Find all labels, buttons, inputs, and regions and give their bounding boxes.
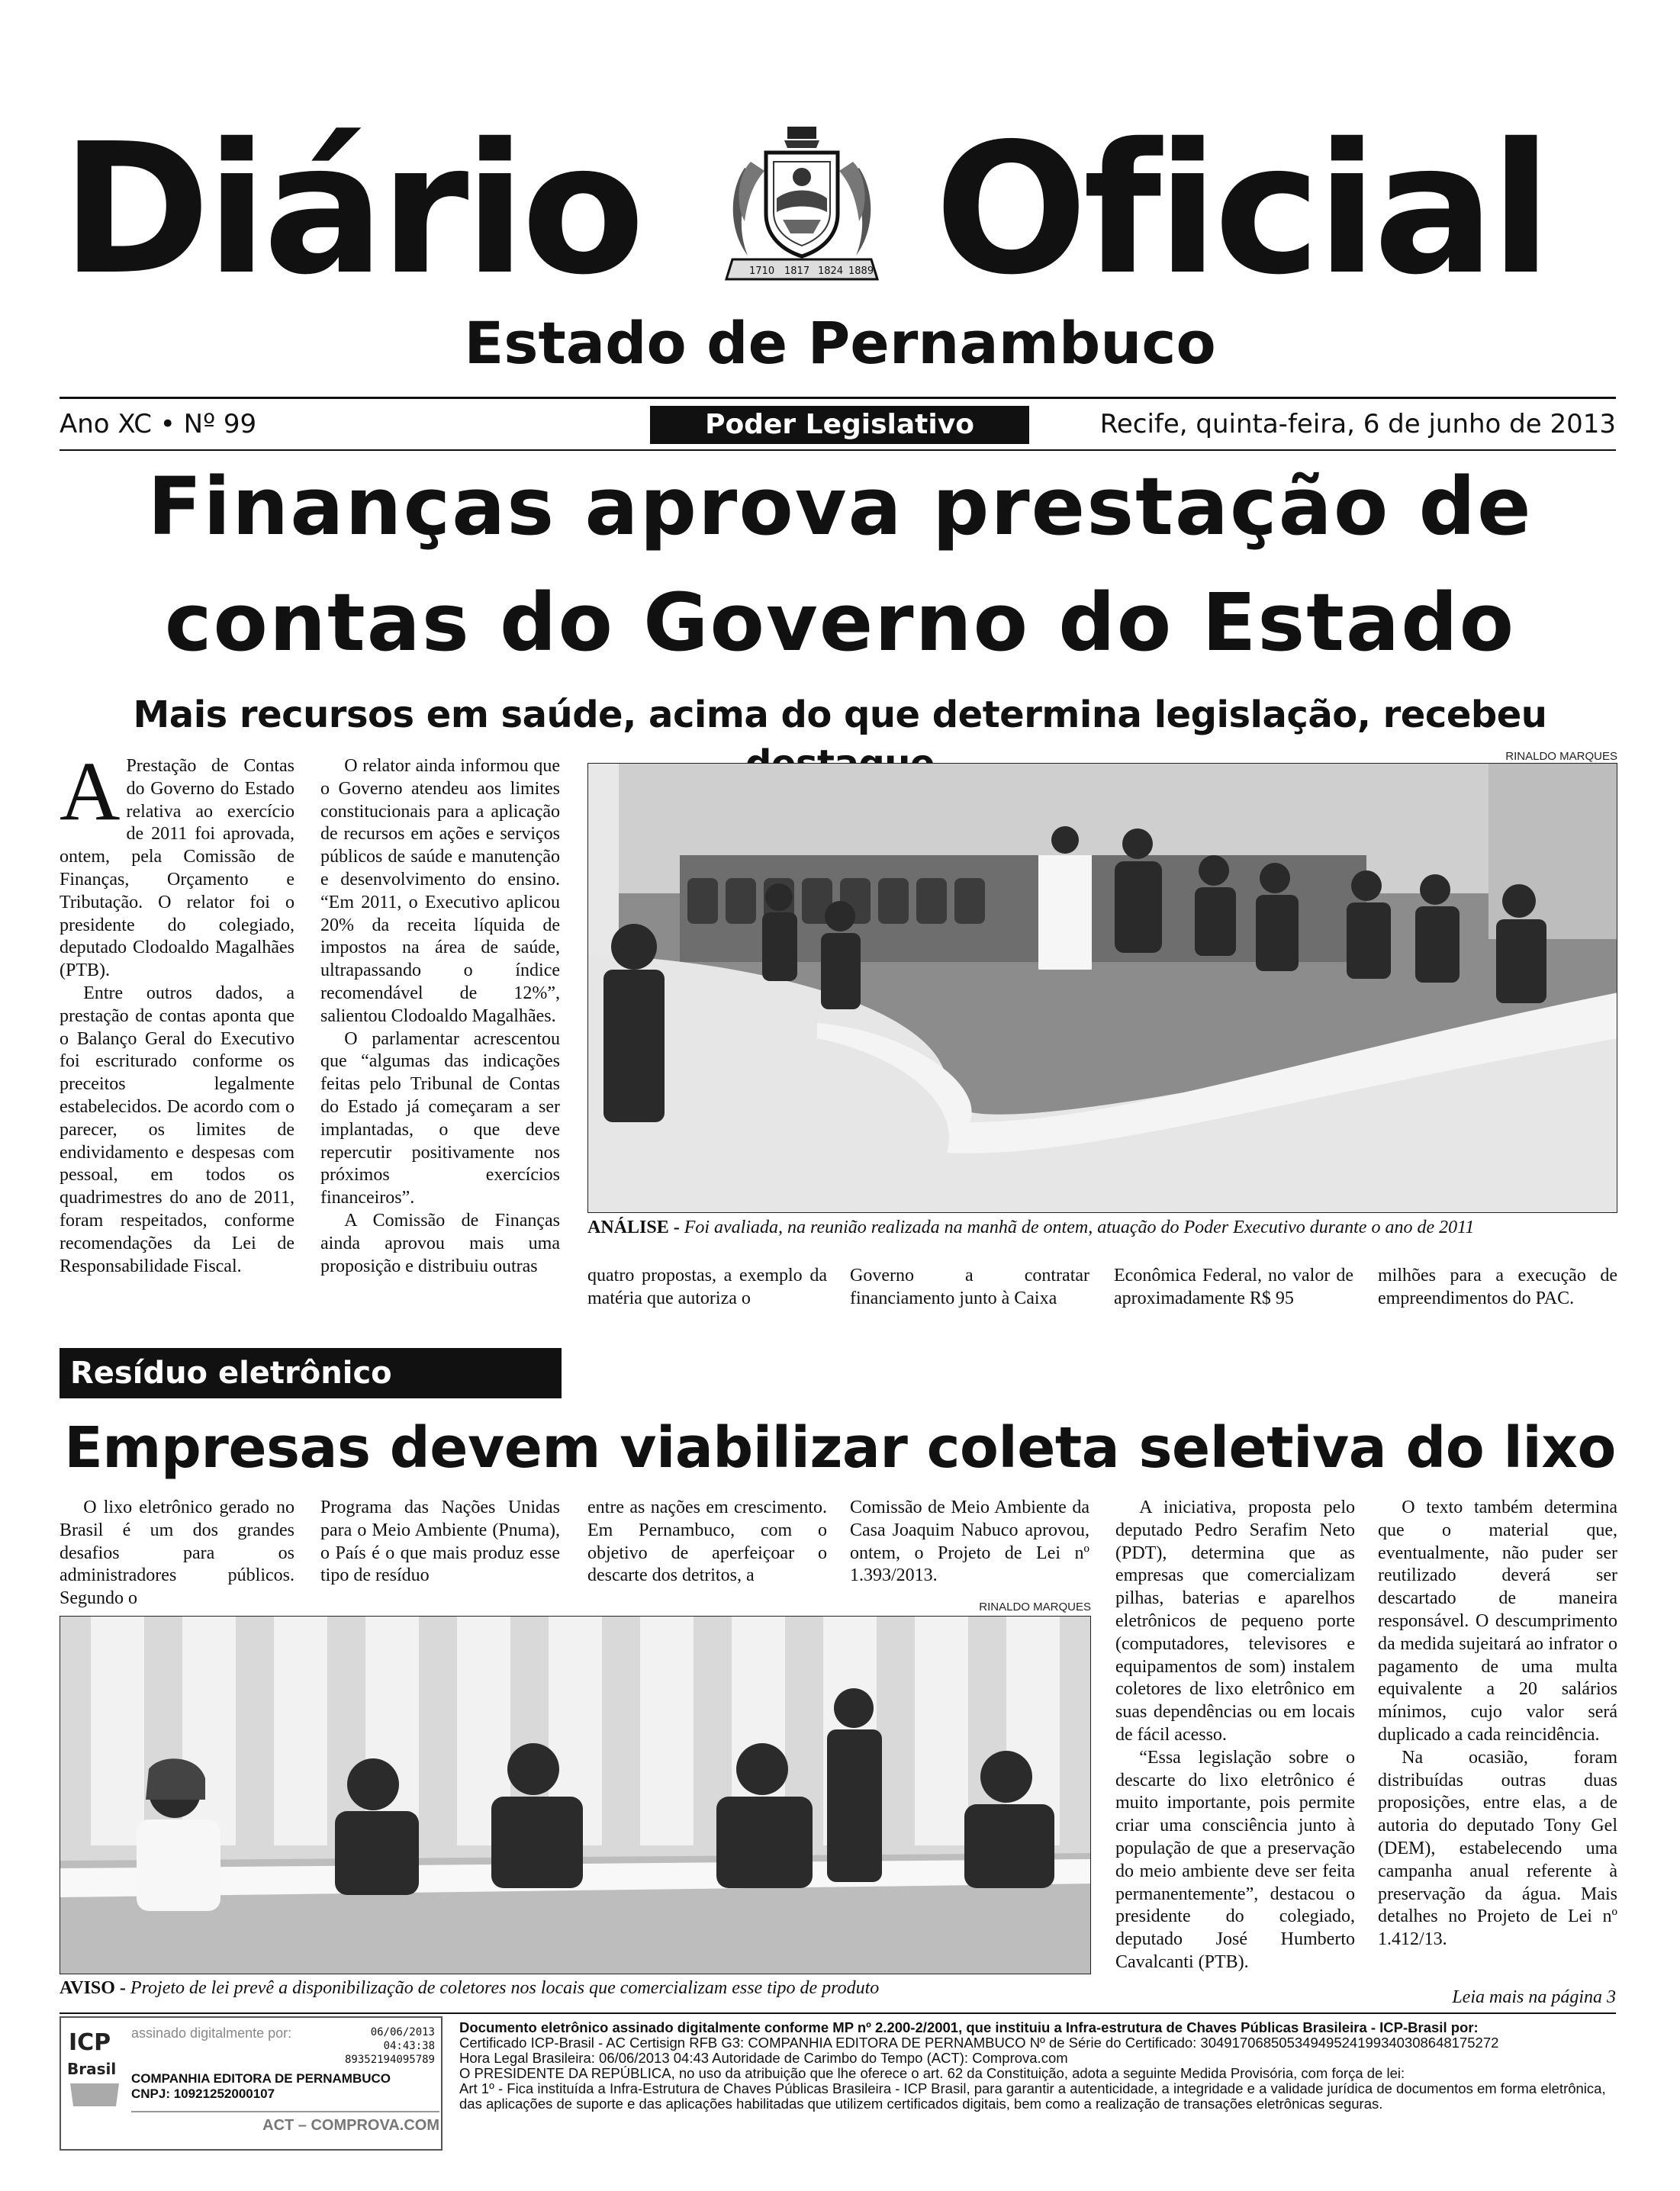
stamp-time: 04:43:38 [383, 2040, 435, 2052]
state-coat-of-arms [714, 122, 890, 290]
section-banner: Poder Legislativo [650, 406, 1029, 444]
photo-image [588, 764, 1617, 1213]
legal-notice [459, 2020, 1619, 2112]
paragraph: Entre outros dados, a prestação de contas aponta que o Balanço Geral do Executivo foi escriturado conforme os preceitos legalmente estabelecidos. De acordo com o parecer, os limites de endividamento e despesas com pessoal, em todos os quadrimestres do ano de 2011, foram respeitados, conforme recomendações da Lei de Responsabilidade Fiscal. [60, 983, 294, 1276]
paragraph: “Essa legislação sobre o descarte do lixo eletrônico é muito importante, pois permite criar uma consciência junto à população de que a preservação do meio ambiente deve ser feita permanentemente”, destacou o presidente do colegiado, deputado José Humberto Cavalcanti (PTB). [1115, 1747, 1355, 1972]
masthead-title-right: Oficial [935, 105, 1548, 314]
story1-column-3 [587, 1265, 827, 1311]
signer-company: COMPANHIA EDITORA DE PERNAMBUCO [131, 2071, 391, 2086]
story2-column-4 [850, 1497, 1089, 1588]
caption-label: AVISO - [60, 1978, 126, 1998]
story1-column-2 [320, 755, 560, 1278]
headline-story2: Empresas devem viabilizar coleta seletiva do lixo [64, 1415, 1616, 1481]
legal-line: Hora Legal Brasileira: 06/06/2013 04:43 Autoridade de Carimbo do Tempo (ACT): Comprova.com [459, 2051, 1068, 2066]
photo-caption [60, 1977, 879, 2000]
stamp-date: 06/06/2013 [370, 2026, 435, 2038]
headline-line: contas do Governo do Estado [164, 576, 1516, 669]
legal-line: Certificado ICP-Brasil - AC Certisign RFB G3: COMPANHIA EDITORA DE PERNAMBUCO Nº de Série do Certificado: 3049170685053494952419934030864817527​2 [459, 2035, 1499, 2051]
edition-date: Recife, quinta-feira, 6 de junho de 2013 [1099, 409, 1616, 439]
caption-text: Foi avaliada, na reunião realizada na manhã de ontem, atuação do Poder Executivo durante o ano de 2011 [684, 1218, 1475, 1237]
paragraph: O parlamentar acrescentou que “algumas das indicações feitas pelo Tribunal de Contas do Estado já começaram a ser implantadas, o que deve repercutir positivamente nos próximos exercícios financeiros”. [320, 1028, 560, 1208]
masthead-rule-bottom [60, 449, 1616, 451]
legal-line: O PRESIDENTE DA REPÚBLICA, no uso da atribuição que lhe oferece o art. 62 da Constituição, adota a seguinte Medida Provisória, com força de lei: [459, 2066, 1405, 2081]
caption-text: Projeto de lei prevê a disponibilização de coletores nos locais que comercializam esse tipo de produto [130, 1978, 880, 1998]
story2-column-3 [587, 1497, 827, 1588]
masthead-title-left: Diário [61, 105, 641, 314]
story2-column-2 [320, 1497, 560, 1588]
story2-column-6 [1378, 1497, 1617, 1951]
story1-column-5 [1114, 1265, 1353, 1311]
paragraph: Na ocasião, foram distribuídas outras duas proposições, entre elas, a de autoria do deputado Tony Gel (DEM), estabelecendo uma campanha anual referente à preservação da água. Mais detalhes no Projeto de Lei nº 1.412/13. [1378, 1747, 1617, 1950]
legal-line: Art 1º - Fica instituída a Infra-Estrutura de Chaves Públicas Brasileira - ICP Brasil, para garantir a autenticidade, a integridade e a validade jurídica de documentos em forma eletrônica, [459, 2081, 1606, 2096]
seal-year: 1889 [848, 265, 874, 277]
photo-image [60, 1617, 1091, 1974]
masthead-state: Estado de Pernambuco [464, 309, 1216, 377]
headline-line: Finanças aprova prestação de [147, 460, 1533, 553]
paragraph: quatro propostas, a exemplo da matéria que autoriza o [587, 1266, 827, 1308]
act-label: ACT – COMPROVA.COM [262, 2117, 439, 2134]
paragraph: Comissão de Meio Ambiente da Casa Joaquim Nabuco aprovou, ontem, o Projeto de Lei nº 1.393/2013. [850, 1498, 1089, 1586]
divider [131, 2111, 439, 2112]
story2-column-5 [1115, 1497, 1355, 1974]
paragraph: Programa das Nações Unidas para o Meio Ambiente (Pnuma), o País é o que mais produz esse tipo de resíduo [320, 1498, 560, 1586]
photo-credit: RINALDO MARQUES [979, 1601, 1091, 1613]
paragraph: O lixo eletrônico gerado no Brasil é um dos grandes desafios para os administradores públicos. Segundo o [60, 1498, 294, 1609]
paragraph: O texto também determina que o material que, eventualmente, não puder ser reutilizado deverá ser descartado de maneira responsável. O descumprimento da medida sujeitará ao infrator o pagamento de uma multa equivalente a 20 salários mínimos, cujo valor será duplicado a cada reincidência. [1378, 1498, 1617, 1745]
edition-number: Ano XC • Nº 99 [60, 409, 257, 439]
caption-label: ANÁLISE - [587, 1218, 680, 1237]
drop-cap: A [60, 745, 121, 838]
footer-rule [60, 2012, 1616, 2014]
svg-text:ICP: ICP [69, 2029, 111, 2056]
stamp-serial: 89352194095789 [344, 2054, 435, 2066]
signer-cnpj: CNPJ: 10921252000107 [131, 2086, 275, 2101]
signed-by-label: assinado digitalmente por: [131, 2025, 292, 2041]
paragraph: milhões para a execução de empreendimentos do PAC. [1378, 1266, 1617, 1308]
photo-credit: RINALDO MARQUES [1505, 750, 1617, 763]
paragraph: entre as nações em crescimento. Em Pernambuco, com o objetivo de aperfeiçoar o descarte dos detritos, a [587, 1498, 827, 1586]
paragraph: O relator ainda informou que o Governo atendeu aos limites constitucionais para a aplicação de recursos em ações e serviços públicos de saúde e manutenção e desenvolvimento do ensino. “Em 2011, o Executivo aplicou 20% da receita líquida de impostos na área de saúde, ultrapassando o índice recomendável de 12%”, salientou Clodoaldo Magalhães. [320, 756, 560, 1026]
continued-note: Leia mais na página 3 [1452, 1987, 1616, 2007]
photo-committee-meeting [587, 763, 1617, 1213]
paragraph: Governo a contratar financiamento junto à Caixa [850, 1266, 1089, 1308]
legal-line: Documento eletrônico assinado digitalmente conforme MP nº 2.200-2/2001, que instituiu a Infra-estrutura de Chaves Públicas Brasileira - ICP-Brasil por: [459, 2020, 1479, 2035]
paragraph: A iniciativa, proposta pelo deputado Pedro Serafim Neto (PDT), determina que as empresas que comercializam pilhas, baterias e aparelhos eletrônicos de pequeno porte (computadores, televisores e equipamentos de som) instalem coletores de lixo eletrônico em suas dependências ou em locais de fácil acesso. [1115, 1498, 1355, 1745]
paragraph: Econômica Federal, no valor de aproximadamente R$ 95 [1114, 1266, 1353, 1308]
timestamp-stamp [320, 2025, 435, 2067]
seal-year: 1710 [749, 265, 775, 277]
story1-column-6 [1378, 1265, 1617, 1311]
seal-year: 1817 [784, 265, 810, 277]
story1-column-4 [850, 1265, 1089, 1311]
paragraph: Prestação de Contas do Governo do Estado relativa ao exercício de 2011 foi aprovada, ontem, pela Comissão de Finanças, Orçamento e Tributação. O relator foi o presidente do colegiado, deputado Clodoaldo Magalhães (PTB). [60, 756, 294, 981]
seal-year: 1824 [818, 265, 844, 277]
section-tag: Resíduo eletrônico [60, 1348, 562, 1398]
photo-environment-committee [60, 1616, 1091, 1974]
subheadline-story1: Mais recursos em saúde, acima do que determina legislação, recebeu [133, 693, 1547, 736]
paragraph: A Comissão de Finanças ainda aprovou mais uma proposição e distribuiu outras [320, 1210, 560, 1276]
svg-text:Brasil: Brasil [67, 2060, 117, 2078]
icp-brasil-logo [66, 2024, 127, 2115]
headline-story1 [31, 458, 1649, 671]
legal-line: das aplicações de suporte e das aplicações habilitadas que utilizem certificados digitais, bem como a realização de transações eletrônicas seguras. [459, 2096, 1383, 2112]
digital-signature-box [60, 2016, 443, 2151]
story2-column-1 [60, 1497, 294, 1610]
photo-caption [587, 1216, 1474, 1239]
story1-column-1 [60, 745, 294, 1278]
masthead-rule-top [60, 397, 1616, 399]
